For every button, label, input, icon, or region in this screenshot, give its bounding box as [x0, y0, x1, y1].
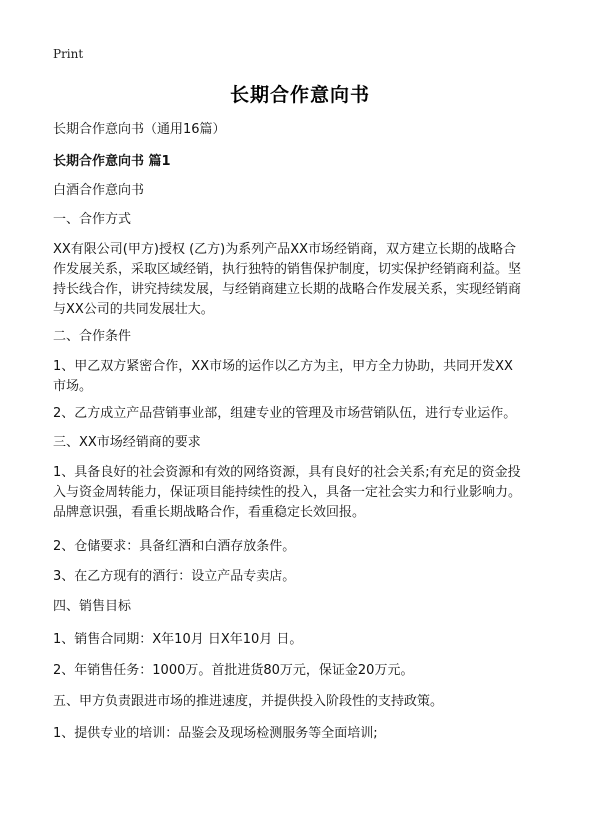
paragraph-condition-1 — [53, 357, 551, 397]
paragraph-sales-task: 2、年销售任务：1000万。首批进货80万元，保证金20万元。 — [53, 663, 414, 678]
text-line: 品牌意识强，看重长期战略合作，看重稳定长效回报。 — [53, 505, 366, 520]
text-line: 入与资金周转能力，保证项目能持续性的投入，具备一定社会实力和行业影响力。 — [53, 485, 522, 500]
paragraph-requirement-3: 3、在乙方现有的酒行：设立产品专卖店。 — [53, 569, 296, 584]
section-heading: 长期合作意向书 篇1 — [53, 154, 171, 169]
document-name: 白酒合作意向书 — [53, 183, 145, 198]
paragraph-sales-period: 1、销售合同期：X年10月 日X年10月 日。 — [53, 632, 303, 647]
page-title: 长期合作意向书 — [229, 84, 370, 106]
text-line: 持长线合作，讲究持续发展，与经销商建立长期的战略合作发展关系，实现经销商 — [53, 282, 522, 297]
heading-dealer-requirements: 三、XX市场经销商的要求 — [53, 435, 201, 450]
text-line: 市场。 — [53, 379, 93, 394]
paragraph-training: 1、提供专业的培训：品鉴会及现场检测服务等全面培训; — [53, 726, 378, 741]
text-line: 与XX公司的共同发展壮大。 — [53, 302, 214, 317]
paragraph-cooperation-method — [53, 240, 551, 320]
paragraph-requirement-1 — [53, 463, 551, 523]
heading-sales-target: 四、销售目标 — [53, 599, 132, 614]
text-line: XX有限公司(甲方)授权 (乙方)为系列产品XX市场经销商，双方建立长期的战略合 — [53, 242, 517, 257]
print-label: Print — [53, 47, 84, 61]
text-line: 1、甲乙双方紧密合作，XX市场的运作以乙方为主，甲方全力协助，共同开发XX — [53, 359, 513, 374]
paragraph-condition-2: 2、乙方成立产品营销事业部，组建专业的管理及市场营销队伍，进行专业运作。 — [53, 406, 517, 421]
heading-cooperation-method: 一、合作方式 — [53, 212, 132, 227]
document-subtitle: 长期合作意向书（通用16篇） — [53, 122, 226, 137]
heading-cooperation-conditions: 二、合作条件 — [53, 329, 132, 344]
text-line: 1、具备良好的社会资源和有效的网络资源，具有良好的社会关系;有充足的资金投 — [53, 465, 521, 480]
text-line: 作发展关系，采取区域经销，执行独特的销售保护制度，切实保护经销商利益。坚 — [53, 262, 522, 277]
paragraph-requirement-2: 2、仓储要求：具备红酒和白酒存放条件。 — [53, 539, 296, 554]
heading-support-policy: 五、甲方负责跟进市场的推进速度，并提供投入阶段性的支持政策。 — [53, 694, 444, 709]
